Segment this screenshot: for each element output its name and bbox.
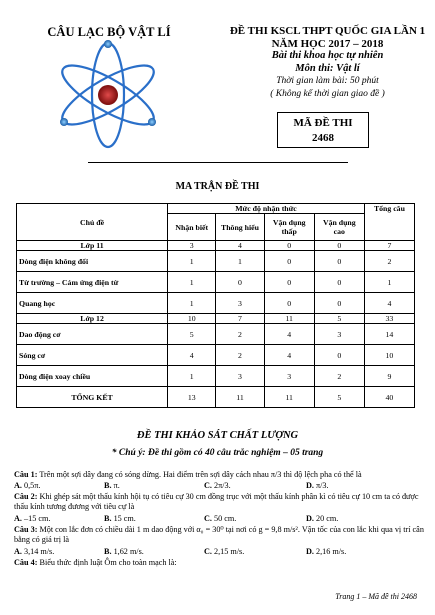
question-4 bbox=[14, 558, 424, 568]
option-text: 3,14 m/s. bbox=[24, 547, 55, 556]
table-row bbox=[17, 272, 415, 293]
option-letter: B. bbox=[104, 481, 112, 490]
question-2 bbox=[14, 492, 424, 511]
option-letter: D. bbox=[306, 547, 314, 556]
page-footer: Trang 1 – Mã đề thi 2468 bbox=[335, 592, 417, 601]
subject: Môn thi: Vật lí bbox=[295, 62, 360, 74]
level-header: Vận dụng cao bbox=[314, 214, 364, 241]
exam-code-label: MÃ ĐỀ THI bbox=[293, 117, 353, 129]
option-text: 20 cm. bbox=[316, 514, 339, 523]
table-cell: 0 bbox=[314, 293, 364, 314]
topic-label: Dòng điện xoay chiều bbox=[17, 366, 168, 387]
duration: Thời gian làm bài: 50 phút bbox=[276, 76, 379, 86]
separator-line bbox=[88, 162, 348, 163]
table-cell: 13 bbox=[168, 387, 216, 408]
atom-logo-icon bbox=[48, 40, 168, 150]
table-cell: 40 bbox=[364, 387, 414, 408]
topic-label: Từ trường – Cảm ứng điện từ bbox=[17, 272, 168, 293]
table-cell: 0 bbox=[314, 251, 364, 272]
question-label: Câu 2: bbox=[14, 492, 38, 501]
table-cell: 5 bbox=[314, 314, 364, 324]
option-letter: A. bbox=[14, 547, 22, 556]
table-cell: 2 bbox=[314, 366, 364, 387]
option-text: 2,15 m/s. bbox=[214, 547, 245, 556]
level-header: Nhận biết bbox=[168, 214, 216, 241]
topic-label: Sóng cơ bbox=[17, 345, 168, 366]
topic-label: Quang học bbox=[17, 293, 168, 314]
subject-group: Bài thi khoa học tự nhiên bbox=[271, 50, 384, 61]
topic-label: Dòng điện không đổi bbox=[17, 251, 168, 272]
option-text: π/3. bbox=[316, 481, 329, 490]
table-row-summary bbox=[17, 387, 415, 408]
table-cell: 0 bbox=[314, 241, 364, 251]
table-cell: 3 bbox=[216, 366, 264, 387]
table-cell: 1 bbox=[168, 366, 216, 387]
exam-code-box bbox=[277, 112, 369, 148]
option-text: π. bbox=[113, 481, 120, 490]
club-name: CÂU LẠC BỘ VẬT LÍ bbox=[47, 25, 171, 39]
table-row bbox=[17, 293, 415, 314]
table-row bbox=[17, 241, 415, 251]
option-letter: D. bbox=[306, 514, 314, 523]
table-cell: 1 bbox=[216, 251, 264, 272]
table-cell: 0 bbox=[264, 272, 314, 293]
option-text: 2,16 m/s. bbox=[316, 547, 347, 556]
option-text: 15 cm. bbox=[113, 514, 136, 523]
table-cell: 7 bbox=[364, 241, 414, 251]
table-cell: 3 bbox=[216, 293, 264, 314]
table-cell: 0 bbox=[264, 251, 314, 272]
table-cell: 0 bbox=[314, 345, 364, 366]
table-cell: 1 bbox=[168, 293, 216, 314]
table-cell: 0 bbox=[264, 241, 314, 251]
topic-label: Dao động cơ bbox=[17, 324, 168, 345]
table-cell: 0 bbox=[264, 293, 314, 314]
exam-header bbox=[225, 25, 430, 100]
table-cell: 1 bbox=[364, 272, 414, 293]
table-cell: 5 bbox=[168, 324, 216, 345]
grade-label: Lớp 12 bbox=[17, 314, 168, 324]
option-letter: C. bbox=[204, 547, 212, 556]
school-year: NĂM HỌC 2017 – 2018 bbox=[271, 37, 384, 50]
table-cell: 4 bbox=[264, 345, 314, 366]
table-cell: 14 bbox=[364, 324, 414, 345]
matrix-title: MA TRẬN ĐỀ THI bbox=[175, 181, 260, 192]
table-cell: 1 bbox=[168, 251, 216, 272]
survey-title: ĐỀ THI KHẢO SÁT CHẤT LƯỢNG bbox=[136, 430, 299, 441]
question-label: Câu 3: bbox=[14, 525, 38, 534]
table-cell: 2 bbox=[216, 324, 264, 345]
table-cell: 10 bbox=[168, 314, 216, 324]
question-label: Câu 4: bbox=[14, 558, 38, 567]
table-cell: 0 bbox=[314, 272, 364, 293]
table-cell: 2 bbox=[216, 345, 264, 366]
option-letter: D. bbox=[306, 481, 314, 490]
option-letter: A. bbox=[14, 514, 22, 523]
question-text: Biểu thức định luật Ôm cho toàn mạch là: bbox=[39, 558, 177, 567]
table-cell: 9 bbox=[364, 366, 414, 387]
table-cell: 33 bbox=[364, 314, 414, 324]
level-header: Vận dụng thấp bbox=[264, 214, 314, 241]
level-header: Thông hiểu bbox=[216, 214, 264, 241]
table-cell: 4 bbox=[216, 241, 264, 251]
col-total-header: Tổng câu bbox=[364, 204, 414, 241]
duration-note: ( Không kể thời gian giao đề ) bbox=[270, 88, 385, 99]
grade-label: Lớp 11 bbox=[17, 241, 168, 251]
question-text: Một con lắc đơn có chiều dài 1 m dao động với α₀ = 30⁰ tại nơi có g = 9,8 m/s². Vận tốc của con lắc khi qua vị trí cân bằng có giá trị là bbox=[14, 525, 424, 544]
table-cell: 4 bbox=[168, 345, 216, 366]
summary-label: TỔNG KẾT bbox=[17, 387, 168, 408]
table-cell: 10 bbox=[364, 345, 414, 366]
option-text: 1,62 m/s. bbox=[113, 547, 144, 556]
exam-code-value: 2468 bbox=[312, 132, 334, 144]
option-letter: B. bbox=[104, 514, 112, 523]
table-cell: 0 bbox=[216, 272, 264, 293]
table-cell: 2 bbox=[364, 251, 414, 272]
question-text: Khi ghép sát một thấu kính hội tụ có tiêu cự 30 cm đồng trục với một thấu kính phân kì có tiêu cự 10 cm ta có được thấu kính tương đương với tiêu cự là bbox=[14, 492, 419, 511]
table-cell: 3 bbox=[264, 366, 314, 387]
table-cell: 1 bbox=[168, 272, 216, 293]
option-letter: A. bbox=[14, 481, 22, 490]
table-cell: 5 bbox=[314, 387, 364, 408]
question-label: Câu 1: bbox=[14, 470, 38, 479]
table-row bbox=[17, 324, 415, 345]
option-letter: C. bbox=[204, 481, 212, 490]
col-level-header: Mức độ nhận thức bbox=[168, 204, 365, 214]
table-header-row bbox=[17, 204, 415, 214]
matrix-table bbox=[16, 203, 415, 408]
table-row bbox=[17, 251, 415, 272]
table-cell: 3 bbox=[168, 241, 216, 251]
exam-title: ĐỀ THI KSCL THPT QUỐC GIA LẦN 1 bbox=[229, 25, 426, 37]
table-cell: 7 bbox=[216, 314, 264, 324]
option-text: 2π/3. bbox=[214, 481, 231, 490]
survey-note: * Chú ý: Đề thi gồm có 40 câu trắc nghiệm – 05 trang bbox=[111, 448, 324, 458]
option-text: 0,5π. bbox=[24, 481, 41, 490]
table-cell: 11 bbox=[216, 387, 264, 408]
option-letter: C. bbox=[204, 514, 212, 523]
question-1 bbox=[14, 470, 424, 480]
table-row bbox=[17, 314, 415, 324]
option-text: –15 cm. bbox=[24, 514, 51, 523]
table-cell: 4 bbox=[364, 293, 414, 314]
option-letter: B. bbox=[104, 547, 112, 556]
question-3 bbox=[14, 525, 424, 544]
table-row bbox=[17, 366, 415, 387]
table-row bbox=[17, 345, 415, 366]
table-cell: 11 bbox=[264, 387, 314, 408]
option-text: 50 cm. bbox=[214, 514, 237, 523]
question-text: Trên một sợi dây đang có sóng dừng. Hai điểm trên sợi dây cách nhau π/3 thì độ lệch pha có thể là bbox=[39, 470, 362, 479]
table-cell: 11 bbox=[264, 314, 314, 324]
table-cell: 3 bbox=[314, 324, 364, 345]
col-topic-header: Chủ đề bbox=[17, 204, 168, 241]
table-cell: 4 bbox=[264, 324, 314, 345]
